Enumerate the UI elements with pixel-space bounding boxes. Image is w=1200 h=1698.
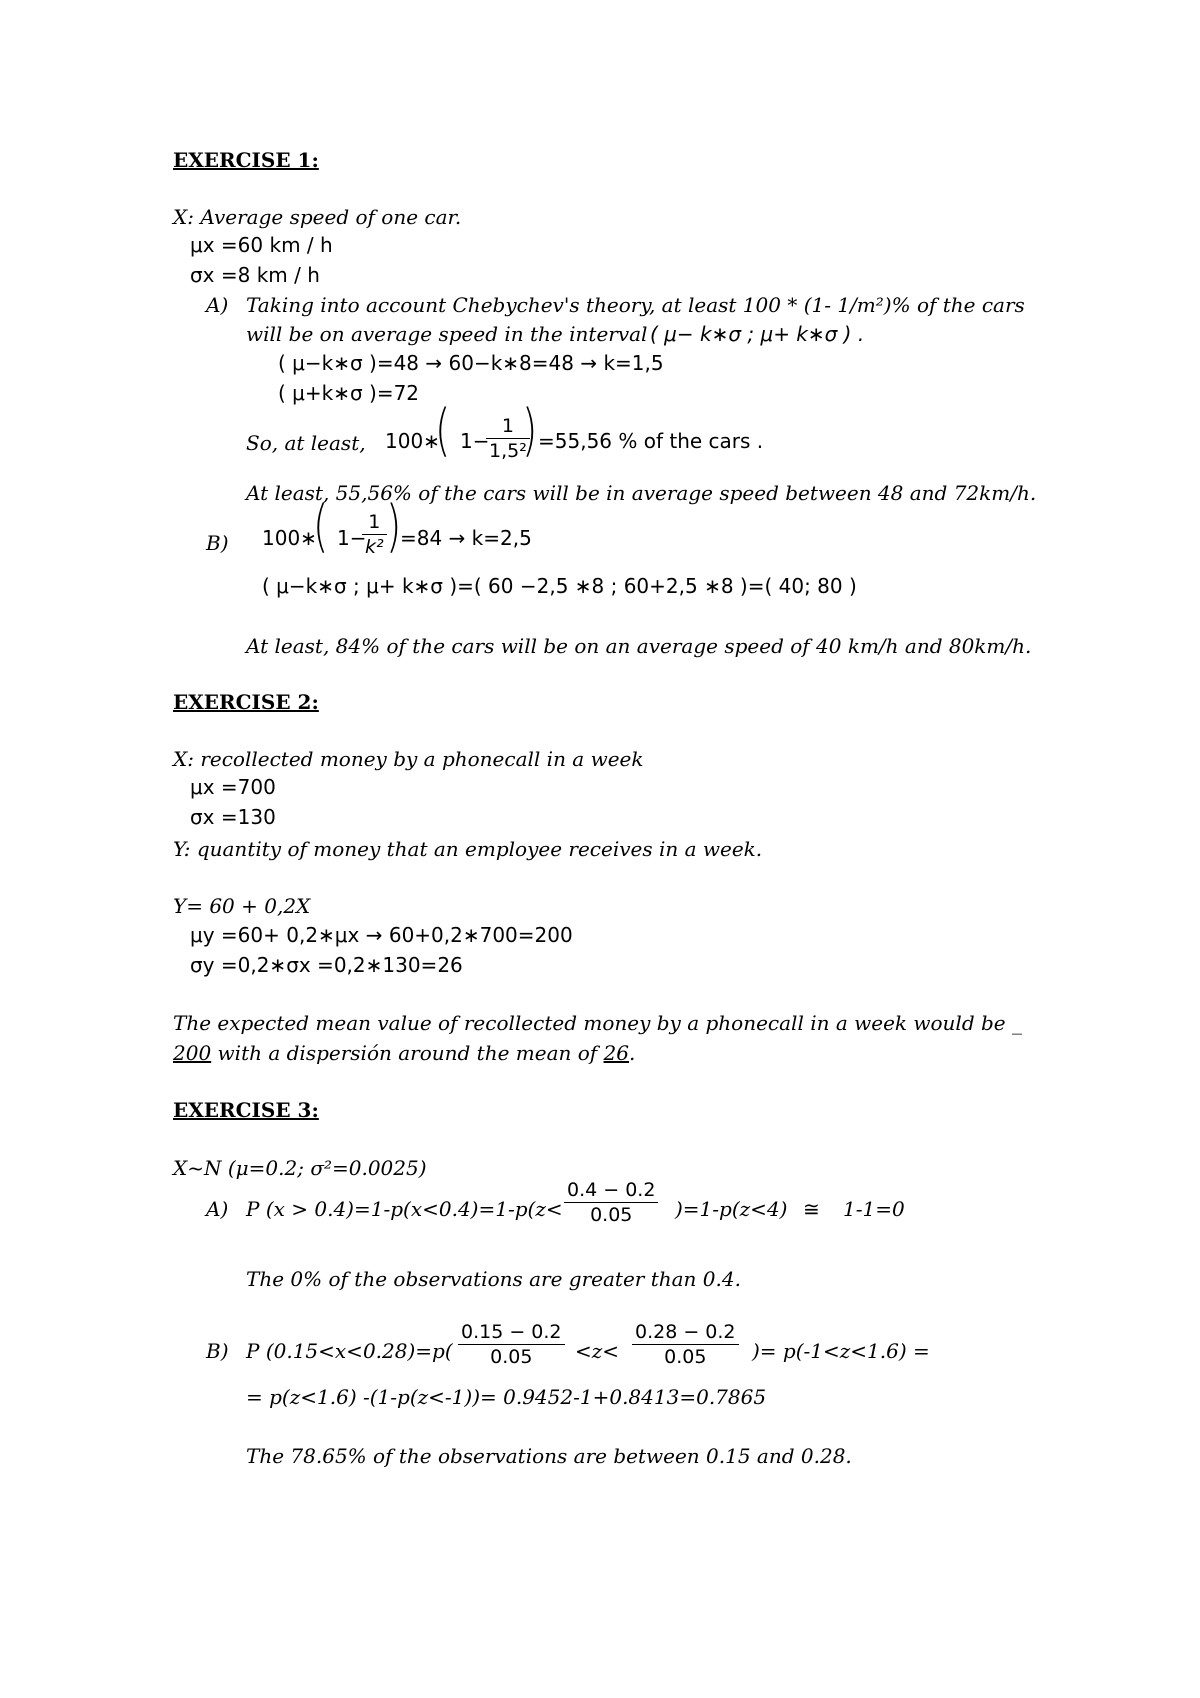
exercise-2-title: EXERCISE 2: (173, 690, 319, 714)
ex1-b-conclusion: At least, 84% of the cars will be on an average speed of 40 km/h and 80km/h. (246, 634, 1032, 658)
ex3-a-fraction-denominator: 0.05 (564, 1202, 658, 1227)
ex2-y-definition: Y: quantity of money that an employee receives in a week. (173, 837, 763, 861)
ex3-a-label: A) (206, 1197, 229, 1221)
ex3-b-middle: <z< (575, 1339, 620, 1363)
ex3-a-conclusion: The 0% of the observations are greater than 0.4. (246, 1267, 741, 1291)
ex3-b-conclusion: The 78.65% of the observations are between 0.15 and 0.28. (246, 1444, 852, 1468)
ex2-dispersion-value: 26 (603, 1041, 629, 1065)
ex1-x-definition: X: Average speed of one car. (173, 205, 462, 229)
ex3-b-fraction-1-denominator: 0.05 (458, 1344, 565, 1369)
ex1-a-interval: ( μ− k∗σ ; μ+ k∗σ ) . (650, 322, 865, 346)
ex2-x-definition: X: recollected money by a phonecall in a week (173, 747, 644, 771)
ex2-conclusion-line1: The expected mean value of recollected money by a phonecall in a week would be _ (173, 1011, 1022, 1035)
ex3-b-fraction-2-denominator: 0.05 (632, 1344, 739, 1369)
ex2-mu: μx =700 (190, 775, 276, 799)
ex1-b-eq1-one: 1− (337, 526, 367, 550)
exercise-3-title: EXERCISE 3: (173, 1098, 319, 1122)
ex1-b-fraction (362, 510, 387, 559)
ex1-b-right-paren: ) (386, 494, 402, 559)
ex3-a-prefix: P (x > 0.4)=1-p(x<0.4)=1-p(z< (246, 1197, 563, 1221)
ex3-b-label: B) (206, 1339, 229, 1363)
ex1-a-fraction-denominator: 1,5² (486, 438, 530, 463)
ex3-a-fraction (564, 1178, 658, 1227)
ex1-a-equation-2: ( μ+k∗σ )=72 (278, 381, 420, 405)
ex1-b-eq1-prefix: 100∗ (262, 526, 317, 550)
ex1-b-fraction-denominator: k² (362, 534, 387, 559)
ex2-mu-y: μy =60+ 0,2∗μx → 60+0,2∗700=200 (190, 923, 573, 947)
ex1-b-fraction-numerator: 1 (368, 511, 381, 533)
ex2-conclusion-line2 (173, 1040, 635, 1066)
ex1-a-eq3-suffix: =55,56 % of the cars . (538, 429, 764, 453)
ex3-b-fraction-1-numerator: 0.15 − 0.2 (461, 1321, 562, 1343)
ex3-distribution: X~N (μ=0.2; σ²=0.0025) (173, 1156, 427, 1180)
ex1-a-eq3-prefix: 100∗ (385, 429, 440, 453)
ex1-a-so-at-least: So, at least, (246, 431, 366, 455)
ex3-a-fraction-numerator: 0.4 − 0.2 (567, 1179, 656, 1201)
ex2-sigma: σx =130 (190, 805, 276, 829)
ex1-a-equation-1: ( μ−k∗σ )=48 → 60−k∗8=48 → k=1,5 (278, 351, 664, 375)
ex2-mean-value: 200 (173, 1041, 212, 1065)
ex1-b-equation-2: ( μ−k∗σ ; μ+ k∗σ )=( 60 −2,5 ∗8 ; 60+2,5 ∗8 )=( 40; 80 ) (262, 574, 857, 598)
ex3-b-fraction-2 (632, 1320, 739, 1369)
ex3-a-suffix: )=1-p(z<4) (675, 1197, 788, 1221)
ex1-a-fraction-numerator: 1 (501, 415, 514, 437)
ex3-b-line2: = p(z<1.6) -(1-p(z<-1))= 0.9452-1+0.8413=0.7865 (246, 1385, 767, 1409)
ex2-conclusion-middle: with a dispersión around the mean of (217, 1041, 598, 1065)
ex1-a-conclusion: At least, 55,56% of the cars will be in average speed between 48 and 72km/h. (246, 481, 1037, 505)
ex3-b-suffix: )= p(-1<z<1.6) = (752, 1339, 930, 1363)
ex1-b-left-paren: ( (313, 494, 329, 559)
ex3-a-approx-sign: ≅ (803, 1197, 820, 1221)
ex3-b-fraction-1 (458, 1320, 565, 1369)
ex1-b-label: B) (206, 531, 229, 555)
ex1-a-left-paren: ( (435, 398, 451, 463)
ex2-conclusion-end: . (629, 1041, 636, 1065)
exercise-1-title: EXERCISE 1: (173, 148, 319, 172)
ex3-b-fraction-2-numerator: 0.28 − 0.2 (635, 1321, 736, 1343)
ex2-y-equation: Y= 60 + 0,2X (173, 894, 311, 918)
ex1-a-eq3-one: 1− (460, 429, 490, 453)
ex1-sigma: σx =8 km / h (190, 263, 320, 287)
ex1-a-right-paren: ) (522, 398, 538, 463)
ex1-a-label: A) (206, 293, 229, 317)
ex3-a-result: 1-1=0 (843, 1197, 905, 1221)
ex1-mu: μx =60 km / h (190, 233, 333, 257)
ex1-b-eq1-suffix: =84 → k=2,5 (400, 526, 532, 550)
ex2-sigma-y: σy =0,2∗σx =0,2∗130=26 (190, 953, 463, 977)
ex3-b-prefix: P (0.15<x<0.28)=p( (246, 1339, 453, 1363)
ex1-a-text-line2: will be on average speed in the interval (246, 322, 648, 346)
ex1-a-text-line1: Taking into account Chebychev's theory, at least 100 * (1- 1/m²)% of the cars (246, 293, 1025, 317)
